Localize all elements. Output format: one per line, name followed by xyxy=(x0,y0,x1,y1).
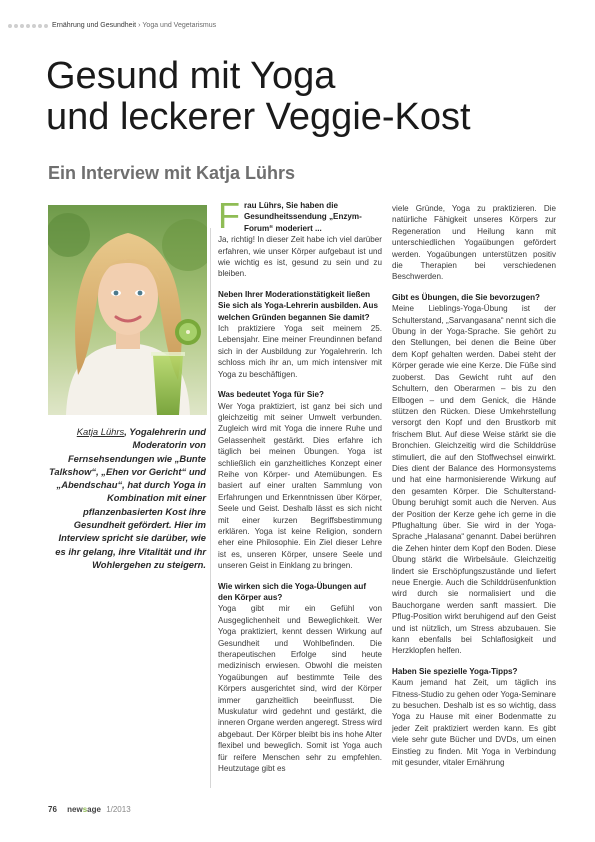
lead-block xyxy=(218,195,382,236)
answer-paragraph: Meine Lieblings-Yoga-Übung ist der Schulterstand, „Sarvangasana“ nennt sich die Übung in der Yoga-Sprache. Sie gehört zu den Stellungen, bei denen die Beine über dem Kopf gehalten werden. Dabei steht der Körper gerade wie eine Kerze. Die Füße sind zuoberst. Das Gewicht ruht auf den Schultern, den Oberarmen – bis zu den Ellbogen – und dem Genick, die Hände stützen den Rücken. Diese Umkehrstellung versorgt den Kopf und den Brustkorb mit frischem Blut. Auf diese Weise stärkt sie die Bronchien. Gleichzeitig wird die Schilddrüse stimuliert, die auf den Stoffwechsel einwirkt. Dies dient der Balance des Hormonsystems und hat eine harmonisierende Wirkung auf den gesamten Körper. Die Schulterstand-Übung beruhigt somit auch die Nerven. Aus der Position der Kerze gehe ich gerne in die Pflughaltung über. Sie wird in der Yoga-Sprache „Halasana“ genannt. Dabei berühren die Zehen hinter dem Kopf den Boden. Diese Übung stärkt die Wirbelsäule. Gleichzeitig lindert sie Erschöpfungszustände und liefert neue Energie. Auch die Schilddrüsenfunktion wird durch sie normalisiert und die Bauchorgane werden sanft massiert. Die Pflug-Position wirkt beruhigend auf den Geist und ist nützlich, um Stress abzubauen. Sie kann ebenfalls bei Schlaflosigkeit und Herzklopfen helfen. xyxy=(392,304,556,656)
lead-answer: Ja, richtig! In dieser Zeit habe ich viel darüber erfahren, wie unser Körper aufgebaut ist und wie wichtig es ist, gesund zu sein und zu bleiben. xyxy=(218,235,382,279)
title-line-2: und leckerer Veggie-Kost xyxy=(46,96,471,138)
breadcrumb xyxy=(8,22,216,29)
caption-name: Katja Lührs xyxy=(76,426,125,437)
answer-paragraph: Yoga gibt mir ein Gefühl von Ausgeglichenheit und Beweglichkeit. Wer Yoga praktiziert, kennt dessen Wirkung auf Gesundheit und Wohlbefinden. Die therapeutischen Erfolge sind heute medizinisch erwiesen. Obwohl die meisten Yogaübungen auf bestimmte Teile des Körpers ausgerichtet sind, wird der Körper immer ganzheitlich beeinflusst. Die Muskulatur wird gedehnt und gestärkt, die inneren Organe werden angeregt. Stress wird abgebaut. Der Körper bleibt bis ins hohe Alter flexibel und beweglich. Somit ist Yoga auch für reifere Menschen sehr zu empfehlen. Heutzutage gibt es xyxy=(218,604,382,774)
magazine-logo: newsage xyxy=(67,805,101,814)
page-footer xyxy=(48,805,131,814)
answer-paragraph: Ich praktiziere Yoga seit meinem 25. Lebensjahr. Eine meiner Freundinnen befand sich in der Ausbildung zur Yogalehrerin. Ich schloss mich ihr an, um mich intensiver mit Yoga zu beschäftigen. xyxy=(218,324,382,379)
question-heading: Neben Ihrer Moderationstätigkeit ließen Sie sich als Yoga-Lehrerin ausbilden. Aus welchen Gründen begannen Sie damit? xyxy=(218,289,378,322)
question-heading: Was bedeutet Yoga für Sie? xyxy=(218,390,324,400)
article-subtitle: Ein Interview mit Katja Lührs xyxy=(48,163,296,183)
issue-number: 1/2013 xyxy=(106,805,131,814)
dropcap: F xyxy=(218,195,240,236)
caption-text: , Yogalehrerin und Moderatorin von Fernsehsendungen wie „Bunte Talkshow“, „Ehen vor Gericht“ und „Abendschau“, hat durch Yoga in Kombination mit einer pflanzenbasierten Kost ihre Gesundheit gefördert. Hier im Interview spricht sie darüber, wie es ihr gelang, ihre Vitalität und ihr Wohlergehen zu steigern. xyxy=(49,426,206,570)
column-divider xyxy=(210,228,211,788)
title-line-1: Gesund mit Yoga xyxy=(46,55,336,97)
portrait-photo xyxy=(48,205,207,415)
page-number: 76 xyxy=(48,805,57,814)
breadcrumb-separator: › xyxy=(138,22,141,29)
lead-question: rau Lührs, Sie haben die Gesundheitssendung „Enzym-Forum“ moderiert ... xyxy=(244,201,362,233)
photo-caption xyxy=(46,425,206,571)
article-column-1 xyxy=(218,195,382,784)
breadcrumb-section[interactable]: Ernährung und Gesundheit xyxy=(52,22,137,29)
answer-paragraph: Wer Yoga praktiziert, ist ganz bei sich und gleichzeitig mit seiner Umwelt verbunden. Zugleich wird mit Yoga die innere Ruhe und Gelassenheit gestärkt. Dies erfahre ich täglich bei meinen Übungen. Yoga ist schließlich ein ganzheitliches Konzept einer Reihe von Körper- und Atemübungen. Es basiert auf einer uralten Sammlung von Erfahrungen und Erkenntnissen über Körper, Seele und Geist. Deshalb lässt es sich nicht mit einer kurzen Begriffsbestimmung erklären. Yoga ist keine Religion, sondern eher eine Philosophie. Ein Ziel dieser Lehre ist es, unseren Körper, unsere Seele und unseren Geist in Einklang zu bringen. xyxy=(218,401,382,571)
question-heading: Haben Sie spezielle Yoga-Tipps? xyxy=(392,666,518,676)
continued-paragraph: viele Gründe, Yoga zu praktizieren. Die natürliche Fähigkeit unseres Körpers zur Regeneration und Heilung kann mit unterschiedlichen Yogaübungen gefördert werden. Yogaübungen unterstützen positiv die Therapien bei verschiedenen Beschwerden. xyxy=(392,204,556,282)
question-heading: Gibt es Übungen, die Sie bevorzugen? xyxy=(392,292,540,302)
article-title xyxy=(46,56,566,138)
breadcrumb-subsection[interactable]: Yoga und Vegetarismus xyxy=(142,22,217,29)
question-heading: Wie wirken sich die Yoga-Übungen auf den Körper aus? xyxy=(218,581,367,602)
decorative-dots xyxy=(8,24,48,28)
answer-paragraph: Kaum jemand hat Zeit, um täglich ins Fitness-Studio zu gehen oder Yoga-Seminare zu besuchen. Deshalb ist es so wichtig, dass Yoga zu Hause mit einer Bodenmatte zu jeder Zeit praktiziert werden kann. Es gibt viele sehr gute Bücher und DVDs, um einen Einstieg zu finden. Mit Yoga in Verbindung mit gesunder, vitaler Ernährung xyxy=(392,678,556,768)
article-column-2 xyxy=(392,203,556,778)
